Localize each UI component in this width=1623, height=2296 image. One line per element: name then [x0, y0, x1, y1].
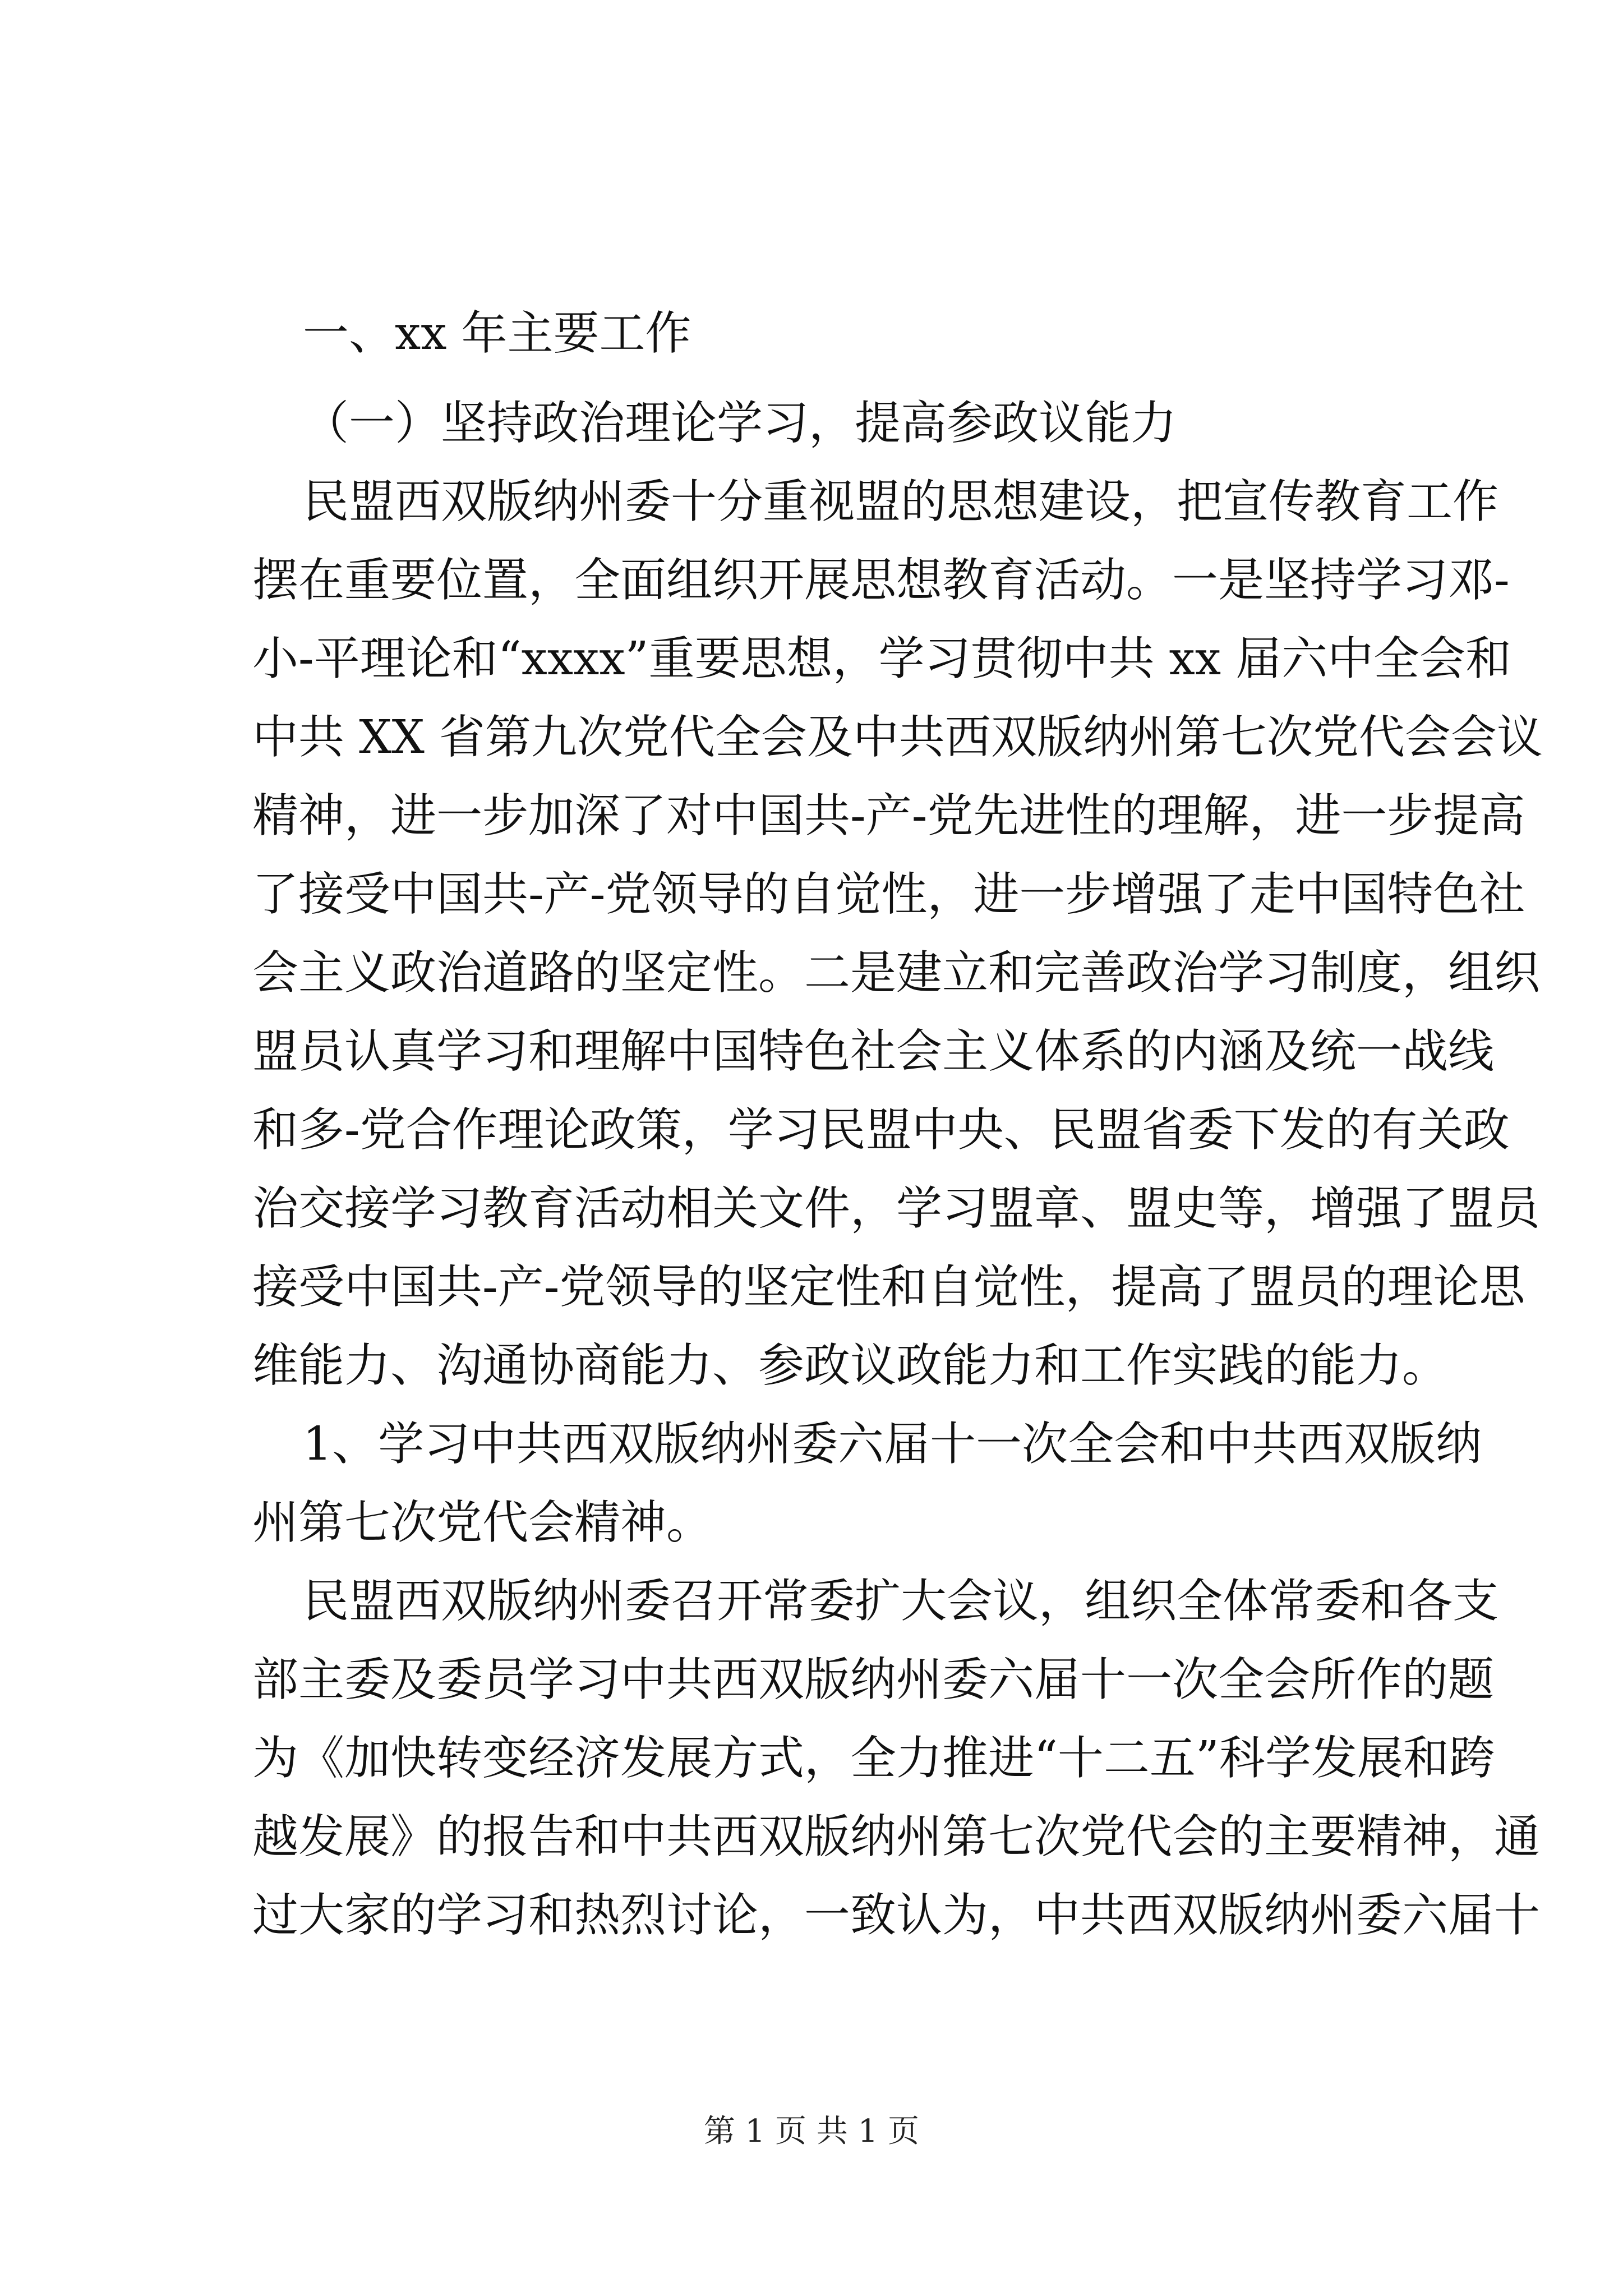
subsection-heading: （一）坚持政治理论学习，提高参政议能力: [303, 397, 1177, 450]
paragraph-line: 中共 XX 省第九次党代全会及中共西双版纳州第七次党代会会议: [252, 711, 1543, 764]
page-footer: 第 1 页 共 1 页: [703, 2113, 920, 2150]
paragraph-line: 民盟西双版纳州委召开常委扩大会议，组织全体常委和各支: [303, 1575, 1499, 1628]
paragraph-line: 越发展》的报告和中共西双版纳州第七次党代会的主要精神，通: [252, 1810, 1541, 1864]
paragraph-line: 治交接学习教育活动相关文件，学习盟章、盟史等，增强了盟员: [252, 1182, 1541, 1235]
paragraph-line: 部主委及委员学习中共西双版纳州委六届十一次全会所作的题: [252, 1653, 1495, 1706]
paragraph-line: 小-平理论和“xxxx”重要思想，学习贯彻中共 xx 届六中全会和: [252, 632, 1512, 685]
paragraph-line: 为《加快转变经济发展方式，全力推进“十二五”科学发展和跨: [252, 1732, 1495, 1785]
paragraph-line: 盟员认真学习和理解中国特色社会主义体系的内涵及统一战线: [252, 1025, 1495, 1078]
paragraph-line: 1、学习中共西双版纳州委六届十一次全会和中共西双版纳: [303, 1418, 1482, 1471]
paragraph-line: 了接受中国共-产-党领导的自觉性，进一步增强了走中国特色社: [252, 868, 1525, 921]
paragraph-line: 摆在重要位置，全面组织开展思想教育活动。一是坚持学习邓-: [252, 554, 1510, 607]
paragraph-line: 维能力、沟通协商能力、参政议政能力和工作实践的能力。: [252, 1339, 1449, 1392]
paragraph-line: 州第七次党代会精神。: [252, 1496, 713, 1549]
paragraph-line: 接受中国共-产-党领导的坚定性和自觉性，提高了盟员的理论思: [252, 1260, 1525, 1314]
paragraph-line: 过大家的学习和热烈讨论，一致认为，中共西双版纳州委六届十: [252, 1889, 1541, 1942]
paragraph-line: 民盟西双版纳州委十分重视盟的思想建设，把宣传教育工作: [303, 475, 1499, 528]
paragraph-line: 和多-党合作理论政策，学习民盟中央、民盟省委下发的有关政: [252, 1103, 1510, 1157]
paragraph-line: 精神，进一步加深了对中国共-产-党先进性的理解，进一步提高: [252, 789, 1525, 843]
paragraph-line: 会主义政治道路的坚定性。二是建立和完善政治学习制度，组织: [252, 946, 1541, 1000]
section-heading: 一、xx 年主要工作: [303, 307, 691, 360]
